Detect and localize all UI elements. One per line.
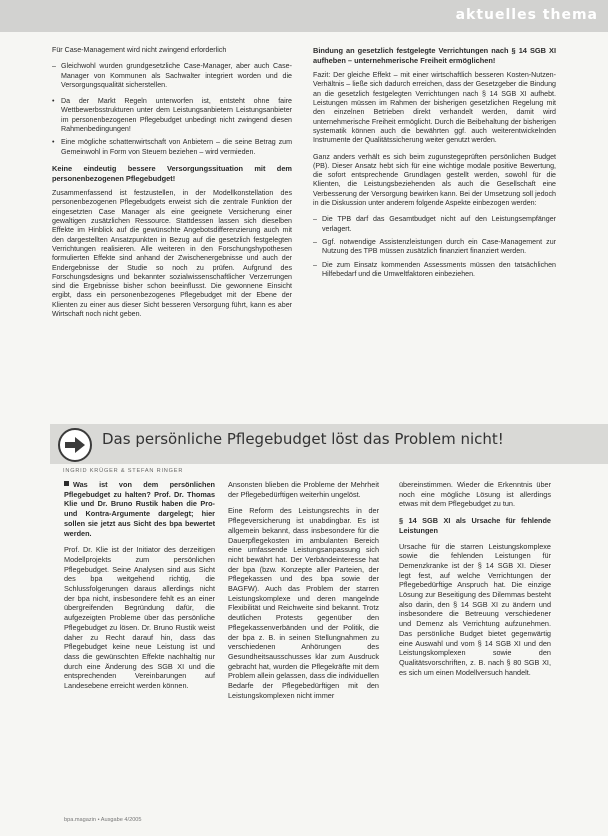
bullet-item: • Da der Markt Regeln unterworfen ist, entsteht ohne faire Wettbewerbsstrukturen unter dem Leistungsanbietern Leistungsanbieter im personenbezogenen Pflegebudget unbedingt nicht zwingend diesen Rahmenbedingungen! (52, 97, 292, 134)
subheading: Keine eindeutig bessere Versorgungssituation mit dem personenbezogenen Pflegebudget! (52, 163, 292, 183)
body-paragraph: Ganz anders verhält es sich beim zugunstegeprüften persönlichen Budget (PB). Dieser Ansatz hebt sich für eine wichtige modale positive Bewertung, die sofort entsprechende Grundlagen gestellt werden, sowohl für die Klienten, die Leistungsbeziehenden als auch die Gesellschaft eine Verbesserung der Versorgung bewirken kann. Bei der Umsetzung soll jedoch in die Diskussion unter anderem folgende Aspekte einbezogen werden: (313, 152, 556, 208)
bullet-item: • Eine mögliche schattenwirtschaft von Anbietern – die seine Betrag zum Gemeinwohl in Form von Steuern beziehen – wird vermieden. (52, 138, 292, 157)
lead-text: Was ist von dem persönlichen Pflegebudget zu halten? Prof. Dr. Thomas Klie und Dr. Bruno Rustik haben die Pro- und Kontra-Argumente dargelegt; hier sollen sie jetzt aus Sicht des bpa bewertet werden. (64, 480, 215, 538)
subheading: Bindung an gesetzlich festgelegte Verrichtungen nach § 14 SGB XI aufheben – unternehmerische Freiheit ermöglichen! (313, 46, 556, 65)
article-title: Das persönliche Pflegebudget löst das Problem nicht! (102, 430, 504, 448)
dash-list (313, 215, 556, 279)
section-label: aktuelles thema (455, 7, 598, 23)
body-paragraph: Ursache für die starren Leistungskomplexe sowie die fehlenden Leistungen für Demenzkranke ist der § 14 SGB XI. Dieser legt fest, auf welche Verrichtungen der Pflegebedürftige Anspruch hat. Die einzige Lösung zur Beseitigung des Dilemmas besteht also darin, den § 14 SGB XI zu ändern und insbesondere die Betreuung verschiedener und Demenz als Verrichtung aufzunehmen. Das persönliche Budget bietet gegenwärtig eine Auswahl und vom § 14 SGB XI und den Leistungskomplexen sowie den Qualitätsvorschriften, z. B. nach § 80 SGB XI, es sich um einen Modellversuch handelt. (399, 541, 551, 677)
dash-item: – Gleichwohl wurden grundgesetzliche Case-Manager, aber auch Case-Manager von Kommunen als Sachwalter integriert worden und die Versorgungsqualität sicherstellen. (52, 62, 292, 90)
intro-line: Für Case-Management wird nicht zwingend erforderlich (52, 46, 227, 54)
body-paragraph: Eine Reform des Leistungsrechts in der Pflegeversicherung ist unabdingbar. Es ist allgemein bekannt, dass insbesondere für die Dauerpflegekosten im ambulanten Bereich eine umfassende Leistungsanpassung sich nicht bewährt hat. Der Verbändeinteresse hat der bpa (bzw. Konzepte aller Parteien, der Pflegekassen und des bpa sowie der BAGFW). Auch das Problem der starren Leistungskomplexe und deren mangelnde Flexibilität und Reichweite sind bekannt. Trotz deutlichen Protests gegenüber den Pflegekassenverbänden und der Politik, die der bpa z. B. in seinen Stellungnahmen zu verschiedenen Anhörungen des Gesundheitsausschusses klar zum Ausdruck gebracht hat, wurden die Pflegekräfte mit dem Problem allein gelassen, dass die individuellen Bedarfe der Pflegebedürftigen mit den Leistungskomplexen nicht immer (228, 506, 379, 700)
article-column-1 (64, 480, 215, 698)
body-paragraph: Zusammenfassend ist festzustellen, in der Modellkonstellation des personenbezogenen Pflegebudgets erweist sich die zentrale Funktion der eingesetzten Case Manager als eine geeignete Versicherung einer gewaltigen zusätzlichen Ressource. Stattdessen lassen sich dieselben Effekte im Hinblick auf die gewünschte Angebotsdifferenzierung auch mit den dargestellten Ansatzpunkten in Bezug auf die gesetzlich festgelegten Verrichtungen realisieren. Alle weiteren in den Forschungshypothesen formulierten Effekte sind anhand der Zwischenergebnisse und auch der Endergebnisse der Studie so noch zu prüfen. Aufgrund des Forschungsdesigns und bekannter sozialwissenschaftlicher Verzerrungen sind die Ergebnisse bisher schon beeinflusst. Die gewonnene Einsicht ergibt, dass ein personenbezogenes Pflegebudget mit der Ebene der Klienten zu einer aus dieser Sicht besseren Versorgung führt, kann es aber Wirtschaft noch nicht geben. (52, 189, 292, 319)
upper-left-column (52, 46, 292, 326)
dash-item: – Ggf. notwendige Assistenzleistungen durch ein Case-Management zur Nutzung des TPB müssen zusätzlich finanziert finanziert werden. (313, 238, 556, 257)
article-column-3 (399, 480, 551, 684)
square-bullet-icon (64, 481, 69, 486)
dash-list (52, 62, 292, 90)
upper-right-column (313, 46, 556, 286)
dash-item: – Die TPB darf das Gesamtbudget nicht auf den Leistungsempfänger verlagert. (313, 215, 556, 234)
subheading: § 14 SGB XI als Ursache für fehlende Leistungen (399, 516, 551, 535)
article-authors: INGRID KRÜGER & STEFAN RINGER (63, 468, 184, 474)
body-paragraph: Fazit: Der gleiche Effekt – mit einer wirtschaftlich besseren Kosten-Nutzen-Verhältnis – ließe sich dadurch erreichen, dass der Gesetzgeber die Bindung an die gesetzlich festgelegten Verrichtungen nach § 14 SGB XI aufhebt. Leistungen müssen im Rahmen der bisherigen gesetzlichen Regelung mit den einzelnen Betrieben direkt verhandelt werden, damit wird unternehmerische Freiheit ermöglicht. Durch die Beibehaltung der bisherigen systematik können auch die bewährten ggf. auch weiterentwickelnden Instrumente der Qualitätssicherung weiter genutzt werden. (313, 71, 556, 145)
page-footer: bpa.magazin • Ausgabe 4/2005 (64, 817, 142, 823)
arrow-right-icon (58, 428, 92, 462)
header-band (0, 0, 608, 32)
body-paragraph: übereinstimmen. Wieder die Erkenntnis über noch eine mögliche Lösung ist allerdings etwas mit dem Pflegebudget zu tun. (399, 480, 551, 509)
bullet-list (52, 97, 292, 157)
body-paragraph: Prof. Dr. Klie ist der Initiator des derzeitigen Modellprojekts zum persönlichen Pflegebudget. Seine Analysen sind aus Sicht des bpa weitgehend richtig, die Schlussfolgerungen daraus allerdings nicht der bpa nicht, insbesondere fehlt es an einer übergreifenden Begründung dafür, die aufgezeigten Probleme über das persönliche Pflegebudget zu lösen. Dr. Bruno Rustik weist daher zu Recht darauf hin, dass das Pflegebudget keine neue Leistung ist und dass die gewünschten Effekte nachhaltig nur durch eine Änderung des SGB XI und die entsprechenden Vereinbarungen auf Landesebene erreicht werden können. (64, 545, 215, 691)
article-column-2 (228, 480, 379, 707)
body-paragraph: Ansonsten blieben die Probleme der Mehrheit der Pflegebedürftigen weiterhin ungelöst. (228, 480, 379, 499)
lead-paragraph (64, 480, 215, 538)
dash-item: – Die zum Einsatz kommenden Assessments müssen den tatsächlichen Hilfebedarf und die Umweltfaktoren einbeziehen. (313, 261, 556, 280)
